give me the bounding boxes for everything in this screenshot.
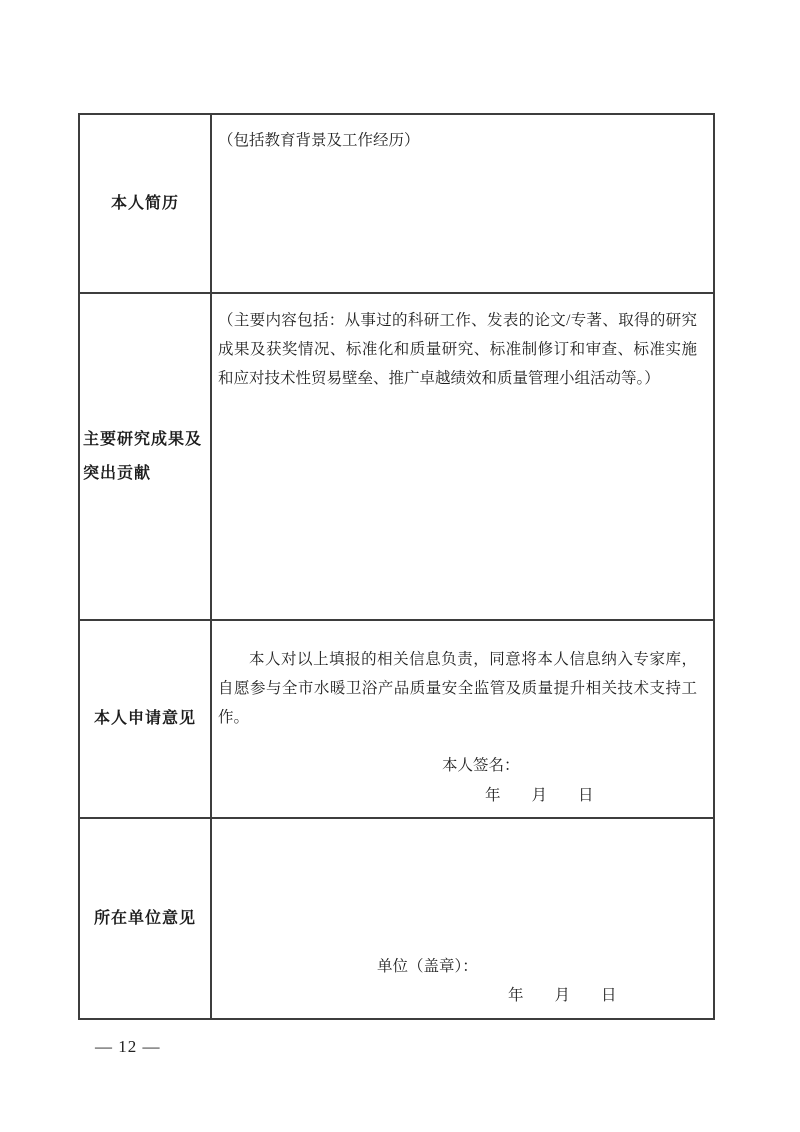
row-label-application-opinion-text: 本人申请意见 [93, 710, 196, 728]
row-label-employer-opinion-text: 所在单位意见 [93, 909, 196, 927]
resume-content-cell [212, 115, 713, 292]
unit-stamp-line: 单位（盖章）： [377, 958, 478, 975]
row-label-achievements [80, 294, 210, 619]
signature-line: 本人签名： [442, 757, 520, 774]
application-opinion-content-cell [212, 621, 713, 817]
row-label-resume [80, 115, 210, 292]
application-date-line: 年 月 日 [485, 787, 594, 804]
achievements-hint-text: （主要内容包括：从事过的科研工作、发表的论文/专著、取得的研究成果及获奖情况、标准化和质量研究、标准制修订和审查、标准实施和应对技术性贸易壁垒、推广卓越绩效和质量管理小组活动等。） [218, 312, 697, 387]
expert-application-form-table [78, 113, 715, 1020]
row-label-employer-opinion [80, 819, 210, 1018]
row-label-application-opinion [80, 621, 210, 817]
employer-opinion-content-cell [212, 819, 713, 1018]
resume-hint-text: （包括教育背景及工作经历） [218, 132, 420, 149]
achievements-content-cell [212, 294, 713, 619]
application-statement: 本人对以上填报的相关信息负责，同意将本人信息纳入专家库，自愿参与全市水暖卫浴产品质量安全监管及质量提升相关技术支持工作。 [218, 651, 697, 726]
row-label-achievements-text: 主要研究成果及突出贡献 [83, 430, 203, 482]
row-label-resume-text: 本人简历 [110, 194, 179, 212]
employer-date-line: 年 月 日 [508, 987, 617, 1004]
page-number: — 12 — [95, 1037, 161, 1056]
